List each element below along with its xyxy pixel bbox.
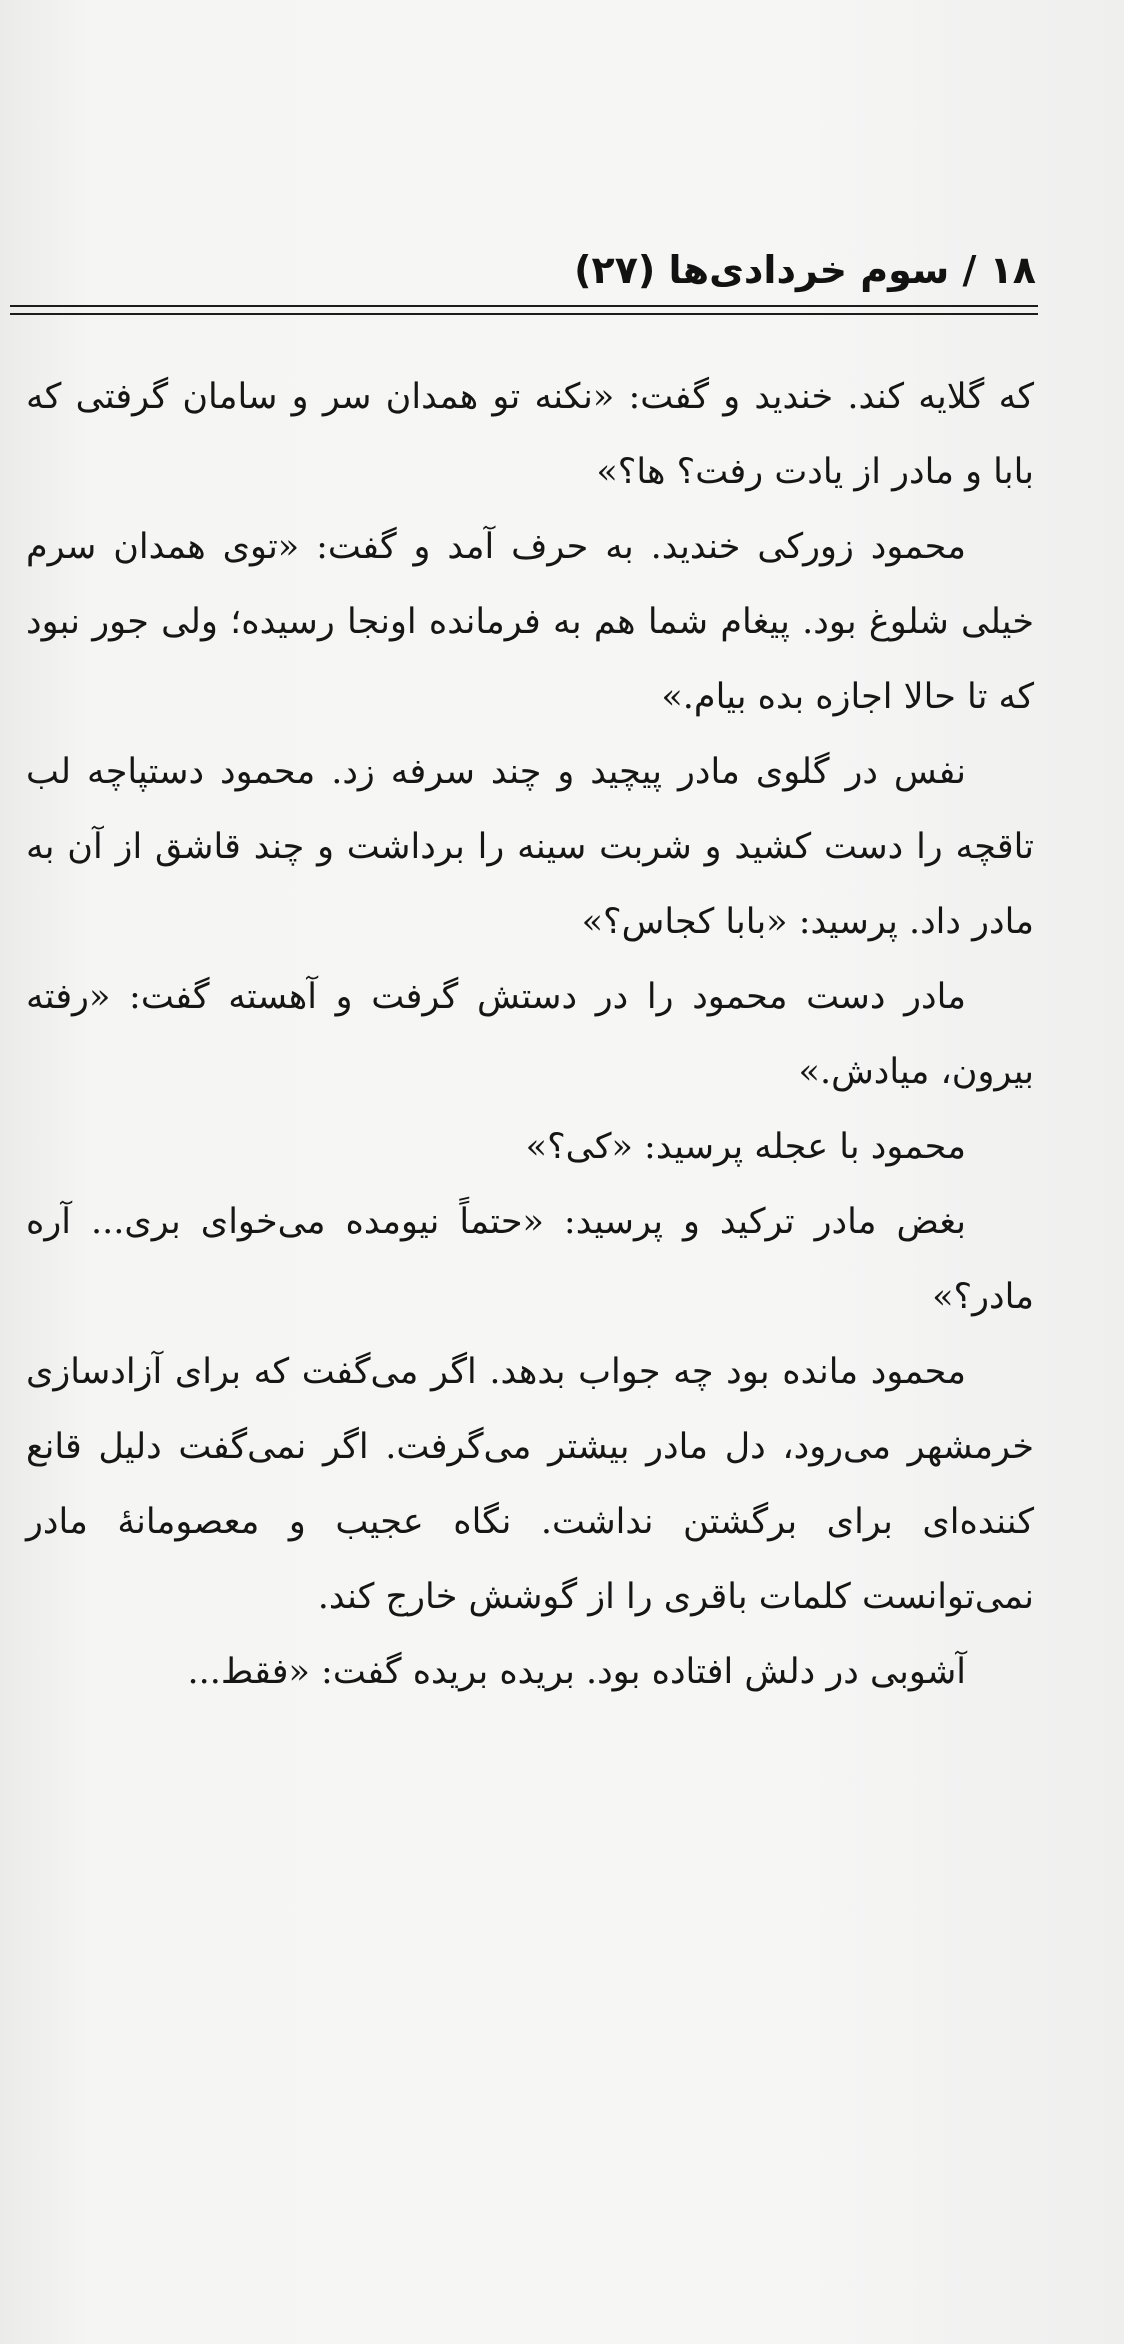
paragraph: بغض مادر ترکید و پرسید: «حتماً نیومده می‌خوای بری... آره مادر؟» bbox=[26, 1202, 1034, 1317]
paragraph: محمود مانده بود چه جواب بدهد. اگر می‌گفت که برای آزادسازی خرمشهر می‌رود، دل مادر بیشتر می‌گرفت. اگر نمی‌گفت دلیل قانع کننده‌ای برای برگشتن نداشت. نگاه عجیب و معصومانهٔ مادر نمی‌توانست کلمات باقری را از گوشش خارج کند. bbox=[26, 1352, 1034, 1617]
paragraph: که گلایه کند. خندید و گفت: «نکنه تو همدان سر و سامان گرفتی که بابا و مادر از یادت رفت؟ ها؟» bbox=[26, 377, 1034, 492]
header-rule-bottom bbox=[10, 313, 1038, 315]
paragraph: آشوبی در دلش افتاده بود. بریده بریده گفت: «فقط... bbox=[187, 1652, 966, 1692]
page-header bbox=[0, 245, 1124, 295]
paragraph: نفس در گلوی مادر پیچید و چند سرفه زد. محمود دستپاچه لب تاقچه را دست کشید و شربت سینه را برداشت و چند قاشق از آن به مادر داد. پرسید: «بابا کجاس؟» bbox=[26, 752, 1034, 942]
paragraph: محمود زورکی خندید. به حرف آمد و گفت: «توی همدان سرم خیلی شلوغ بود. پیغام شما هم به فرمانده اونجا رسیده؛ ولی جور نبود که تا حالا اجازه بده بیام.» bbox=[26, 527, 1034, 717]
body-text bbox=[26, 360, 1034, 1710]
paragraph: مادر دست محمود را در دستش گرفت و آهسته گفت: «رفته بیرون، میادش.» bbox=[26, 977, 1034, 1092]
paragraph: محمود با عجله پرسید: «کی؟» bbox=[525, 1127, 966, 1167]
running-head: ۱۸ / سوم خردادی‌ها (۲۷) bbox=[574, 248, 1036, 292]
header-rule-top bbox=[10, 305, 1038, 307]
